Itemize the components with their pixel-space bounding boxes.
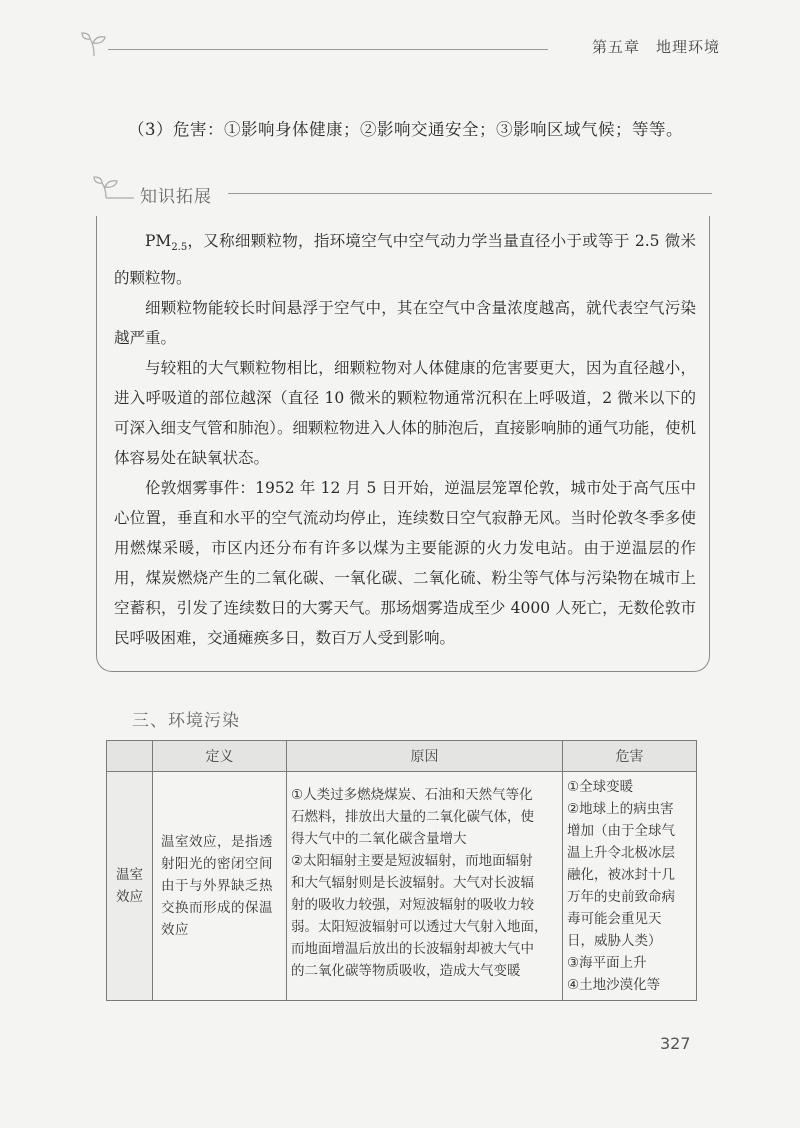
hazard-text: （3）危害：①影响身体健康；②影响交通安全；③影响区域气候；等等。 (128, 120, 683, 139)
row-name: 温室 效应 (107, 772, 153, 1001)
extension-heading (92, 174, 712, 214)
extension-rule (228, 193, 712, 194)
sprout-icon (80, 30, 110, 58)
header-cell-blank (107, 741, 153, 772)
page-number: 327 (660, 1034, 691, 1053)
extension-paragraph (114, 226, 696, 293)
pollution-table (106, 740, 697, 1001)
section-title: 三、环境污染 (132, 711, 240, 731)
extension-body (114, 226, 696, 653)
table-row (107, 772, 697, 1001)
header-cell-harm: 危害 (563, 741, 697, 772)
extension-paragraph: 细颗粒物能较长时间悬浮于空气中，其在空气中含量浓度越高，就代表空气污染越严重。 (114, 299, 696, 348)
extension-paragraph: 与较粗的大气颗粒物相比，细颗粒物对人体健康的危害要更大，因为直径越小，进入呼吸道的部位越深（直径 10 微米的颗粒物通常沉积在上呼吸道，2 微米以下的可深入细支气管和肺泡）。细颗粒物进入人体的肺泡后，直接影响肺的通气功能，使机体容易处在缺氧状态。 (114, 359, 696, 468)
extension-title: 知识拓展 (140, 187, 212, 207)
pm-definition: ，又称细颗粒物，指环境空气中空气动力学当量直径小于或等于 2.5 微米的颗粒物。 (114, 232, 696, 288)
sprout-icon (92, 174, 136, 204)
table-header-row (107, 741, 697, 772)
header-cell-cause: 原因 (287, 741, 563, 772)
row-causes: ①人类过多燃烧煤炭、石油和天然气等化 石燃料，排放出大量的二氧化碳气体，使 得大气中的二氧化碳含量增大 ②太阳辐射主要是短波辐射，而地面辐射 和大气辐射则是长波辐射。大气对长波辐 射的吸收力较强，对短波辐射的吸收力较 弱。太阳短波辐射可以透过大气射入地面， 而地面增温后放出的长波辐射却被大气中 的二氧化碳等物质吸收，造成大气变暖 (287, 772, 563, 1001)
page-header (80, 28, 720, 68)
pm-subscript: 2.5 (171, 242, 188, 254)
header-rule (108, 49, 548, 50)
header-cell-definition: 定义 (153, 741, 287, 772)
pm-symbol: PM (145, 232, 172, 250)
row-definition: 温室效应，是指透 射阳光的密闭空间 由于与外界缺乏热 交换而形成的保温 效应 (153, 772, 287, 1001)
extension-paragraph: 伦敦烟雾事件：1952 年 12 月 5 日开始，逆温层笼罩伦敦，城市处于高气压中心位置，垂直和水平的空气流动均停止，连续数日空气寂静无风。当时伦敦冬季多使用燃煤采暖，市区内还分布有许多以煤为主要能源的火力发电站。由于逆温层的作用，煤炭燃烧产生的二氧化碳、一氧化碳、二氧化硫、粉尘等气体与污染物在城市上空蓄积，引发了连续数日的大雾天气。那场烟雾造成至少 4000 人死亡，无数伦敦市民呼吸困难，交通瘫痪多日，数百万人受到影响。 (114, 479, 696, 648)
row-harms: ①全球变暖 ②地球上的病虫害 增加（由于全球气 温上升令北极冰层 融化，被冰封十几 万年的史前致命病 毒可能会重见天 日，威胁人类） ③海平面上升 ④土地沙漠化等 (563, 772, 697, 1001)
chapter-title: 第五章 地理环境 (591, 38, 720, 56)
